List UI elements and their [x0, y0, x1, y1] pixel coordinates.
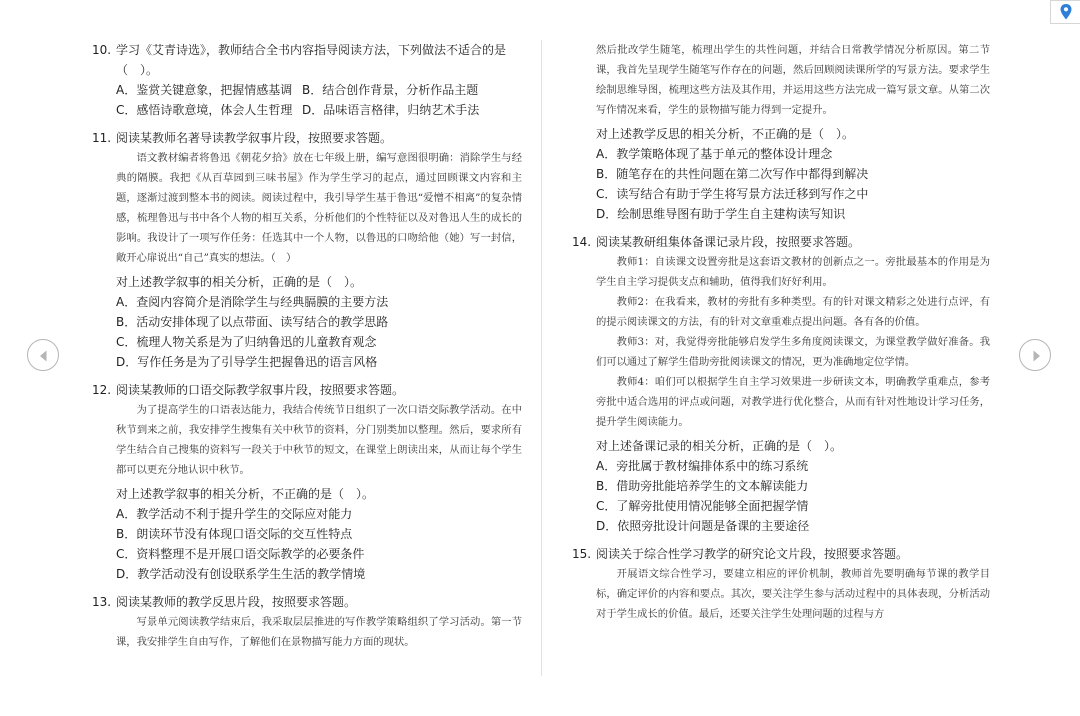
question-number: 12.	[92, 383, 112, 397]
option-c: C．感悟诗歌意境，体会人生哲理	[116, 103, 293, 117]
reading-passage: 语文教材编者将鲁迅《朝花夕拾》放在七年级上册，编写意图很明确：消除学生与经典的隔膜。我把《从百草园到三味书屋》作为学生学习的起点，通过回顾课文内容和主题，逐渐过渡到整本书的阅读。阅读过程中，我引导学生基于鲁迅“爱憎不相离”的复杂情感，梳理鲁迅与书中各个人物的相互关系，分析他们的个性特征以及对鲁迅人生的成长的影响。我设计了一项写作任务：任选其中一个人物，以鲁迅的口吻给他（她）写一封信，敞开心扉说出“自己”真实的想法。（ ）	[116, 152, 522, 264]
teacher-3-remark: 教师3：对，我觉得旁批能够启发学生多角度阅读课文，为课堂教学做好准备。我们可以通过了解学生借助旁批阅读课文的情况，更为准确地定位学情。	[596, 336, 990, 368]
teacher-4-remark: 教师4：咱们可以根据学生自主学习效果进一步研读文本，明确教学重难点，参考旁批中适合选用的评点或问题，对教学进行优化整合，从而有针对性地设计学习任务，提升学生阅读能力。	[596, 376, 990, 428]
question-13	[92, 592, 522, 652]
option-c: C．梳理人物关系是为了归纳鲁迅的儿童教育观念	[116, 335, 377, 349]
option-d: D．教学活动没有创设联系学生生活的教学情境	[116, 567, 366, 581]
question-number: 13.	[92, 595, 112, 609]
question-stem: 对上述教学叙事的相关分析，正确的是（ ）。	[116, 275, 363, 289]
option-c: C．资料整理不是开展口语交际教学的必要条件	[116, 547, 365, 561]
option-b: B．朗读环节没有体现口语交际的交互性特点	[116, 527, 353, 541]
teacher-1-remark: 教师1：自读课文设置旁批是这套语文教材的创新点之一。旁批最基本的作用是为学生自主学习提供支点和辅助，值得我们好好利用。	[596, 256, 990, 288]
question-12	[92, 380, 522, 584]
option-b: B．结合创作背景，分析作品主题	[302, 83, 479, 97]
question-13-continued	[572, 40, 990, 224]
question-text: 阅读关于综合性学习教学的研究论文片段，按照要求答题。	[596, 547, 909, 561]
option-c: C．读写结合有助于学生将写景方法迁移到写作之中	[596, 187, 869, 201]
question-stem: 对上述教学反思的相关分析，不正确的是（ ）。	[596, 127, 855, 141]
option-b: B．借助旁批能培养学生的文本解读能力	[596, 479, 809, 493]
option-b: B．随笔存在的共性问题在第二次写作中都得到解决	[596, 167, 869, 181]
prev-page-button[interactable]	[27, 339, 59, 371]
option-a: A．教学策略体现了基于单元的整体设计理念	[596, 147, 833, 161]
reading-passage: 开展语文综合性学习，要建立相应的评价机制，教师首先要明确每节课的教学目标，确定评价的内容和要点。其次，要关注学生参与活动过程中的具体表现，分析活动对于学生成长的价值。最后，还要关注学生处理问题的过程与方	[596, 568, 990, 620]
answer-blank: （ ）。	[116, 63, 159, 77]
question-number: 14.	[572, 235, 592, 249]
reading-passage: 为了提高学生的口语表达能力，我结合传统节日组织了一次口语交际教学活动。在中秋节到来之前，我安排学生搜集有关中秋节的资料，分门别类加以整理。然后，要求所有学生结合自己搜集的资料写一段关于中秋节的短文，在课堂上朗读出来，从而让每个学生都可以更充分地认识中秋节。	[116, 404, 522, 476]
left-column	[92, 40, 522, 660]
question-text: 阅读某教师名著导读教学叙事片段，按照要求答题。	[116, 131, 393, 145]
question-number: 11.	[92, 131, 112, 145]
question-stem: 对上述教学叙事的相关分析，不正确的是（ ）。	[116, 487, 375, 501]
reading-passage: 然后批改学生随笔，梳理出学生的共性问题，并结合日常教学情况分析原因。第二节课，我首先呈现学生随笔写作存在的问题，然后回顾阅读课所学的写景方法。要求学生绘制思维导图，梳理这些方法及其作用，并运用这些方法完成一篇写景文章。从第二次写作情况来看，学生的景物描写能力得到一定提升。	[596, 44, 990, 116]
question-text: 阅读某教研组集体备课记录片段，按照要求答题。	[596, 235, 861, 249]
question-stem: 对上述备课记录的相关分析，正确的是（ ）。	[596, 439, 843, 453]
question-15	[572, 544, 990, 624]
right-column	[572, 40, 990, 632]
option-a: A．鉴赏关键意象，把握情感基调	[116, 83, 293, 97]
chevron-right-icon	[1020, 340, 1052, 372]
reading-passage: 写景单元阅读教学结束后，我采取层层推进的写作教学策略组织了学习活动。第一节课，我安排学生自由写作，了解他们在景物描写能力方面的现状。	[116, 616, 522, 648]
option-a: A．旁批属于教材编排体系中的练习系统	[596, 459, 809, 473]
question-10	[92, 40, 522, 120]
question-text: 学习《艾青诗选》，教师结合全书内容指导阅读方法，下列做法不适合的是	[116, 43, 507, 57]
option-d: D．写作任务是为了引导学生把握鲁迅的语言风格	[116, 355, 378, 369]
option-a: A．查阅内容简介是消除学生与经典膈膜的主要方法	[116, 295, 389, 309]
next-page-button[interactable]	[1019, 339, 1051, 371]
question-number: 15.	[572, 547, 592, 561]
option-a: A．教学活动不利于提升学生的交际应对能力	[116, 507, 353, 521]
option-d: D．品味语言格律，归纳艺术手法	[302, 103, 480, 117]
chevron-left-icon	[28, 340, 60, 372]
option-b: B．活动安排体现了以点带面、读写结合的教学思路	[116, 315, 389, 329]
question-text: 阅读某教师的教学反思片段，按照要求答题。	[116, 595, 357, 609]
exam-page	[84, 36, 1000, 676]
teacher-2-remark: 教师2：在我看来，教材的旁批有多种类型。有的针对课文精彩之处进行点评，有的提示阅读课文的方法，有的针对文章重难点提出问题。各有各的价值。	[596, 296, 990, 328]
location-pin-button[interactable]	[1050, 0, 1080, 24]
option-d: D．依照旁批设计问题是备课的主要途径	[596, 519, 810, 533]
option-c: C．了解旁批使用情况能够全面把握学情	[596, 499, 809, 513]
location-pin-icon	[1051, 1, 1080, 25]
question-11	[92, 128, 522, 372]
question-number: 10.	[92, 43, 112, 57]
option-d: D．绘制思维导图有助于学生自主建构读写知识	[596, 207, 846, 221]
question-text: 阅读某教师的口语交际教学叙事片段，按照要求答题。	[116, 383, 405, 397]
question-14	[572, 232, 990, 536]
